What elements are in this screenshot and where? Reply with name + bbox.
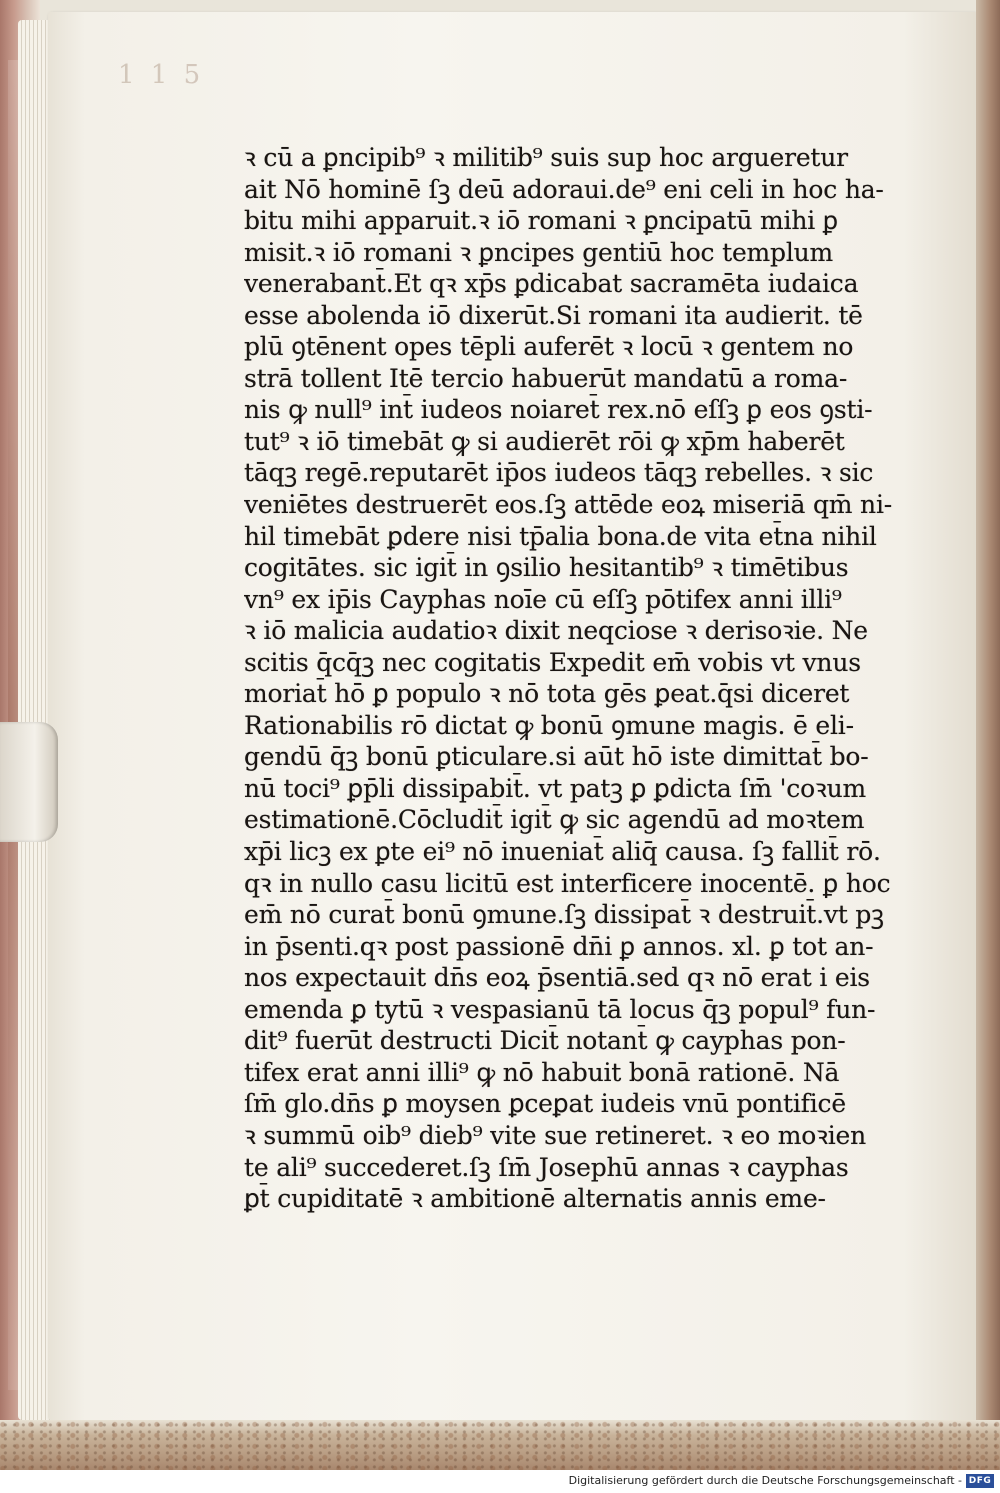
text-line: strā tollent Itē tercio habuerūt mandatū a roma-: [244, 363, 848, 393]
bottom-board-edge: [0, 1420, 1000, 1470]
text-line: nis ꝙ null⁹ int̄ iudeos noiaret̄ rex.nō eſſꝫ ꝑ eos ꝯsti-: [244, 395, 873, 425]
text-line: misit.ꝛ iō romani ꝛ ꝑncipes gentiū hoc templum: [244, 237, 834, 267]
text-line: in p̄senti.qꝛ post passionē dn̄i ꝑ annos. xl. ꝑ tot an-: [244, 931, 874, 961]
text-line: nū toci⁹ ꝑp̄li dissipabit̄. vt patꝫ ꝑ ꝑdicta ſm̄ 'coꝛum: [244, 773, 866, 803]
text-line: vn⁹ ex ip̄is Cayphas noīe cū eſſꝫ pōtifex anni illi⁹: [244, 584, 842, 614]
text-line: ꝛ cū a ꝑncipib⁹ ꝛ militib⁹ suis sup hoc argueretur: [244, 143, 848, 172]
text-line: tifex erat anni illi⁹ ꝙ nō habuit bonā rationē. Nā: [244, 1057, 840, 1087]
text-line: bitu mihi apparuit.ꝛ iō romani ꝛ ꝑncipatū mihi ꝑ: [244, 206, 838, 236]
text-line: emenda ꝑ tytū ꝛ vespasianū tā locus q̄ꝫ popul⁹ fun-: [244, 994, 876, 1024]
text-line: tāqꝫ regē.reputarēt ip̄os iudeos tāqꝫ rebelles. ꝛ sic: [244, 458, 874, 488]
text-line: plū ꝯtēnent opes tēpli auferēt ꝛ locū ꝛ gentem no: [244, 332, 854, 362]
text-line: esse abolenda iō dixerūt.Si romani ita audierit. tē: [244, 300, 863, 330]
funding-credit: Digitalisierung gefördert durch die Deutsche Forschungsgemeinschaft -: [568, 1474, 962, 1487]
text-line: ait Nō hominē ſꝫ deū adoraui.de⁹ eni celi in hoc ha-: [244, 174, 884, 204]
text-line: tut⁹ ꝛ iō timebāt ꝙ si audierēt rōi ꝙ xp̄m haberēt: [244, 426, 845, 456]
text-line: estimationē.Cōcludit̄ igit̄ ꝙ sic agendū ad moꝛtem: [244, 805, 865, 835]
page-clip: [0, 722, 58, 842]
text-block: [244, 142, 906, 1215]
text-line: venerabant̄.Et qꝛ xp̄s ꝑdicabat sacramēta iudaica: [244, 269, 859, 299]
right-binding-board: [976, 0, 1000, 1470]
text-line: ꝛ summū oib⁹ dieb⁹ vite sue retineret. ꝛ eo moꝛien: [244, 1120, 867, 1150]
text-line: veniētes destruerēt eos.ſꝫ attēde eoꝝ miseriā qm̄ ni-: [244, 490, 892, 520]
text-line: em̄ nō curat̄ bonū ꝯmune.ſꝫ dissipat̄ ꝛ destruit̄.vt pꝫ: [244, 900, 884, 930]
text-line: gendū q̄ꝫ bonū ꝑticulare.si aūt hō iste dimittat̄ bo-: [244, 742, 869, 772]
text-line: dit⁹ fuerūt destructi Dicit̄ notant̄ ꝙ cayphas pon-: [244, 1026, 846, 1056]
text-line: te ali⁹ succederet.ſꝫ ſm̄ Josephū annas ꝛ cayphas: [244, 1152, 849, 1182]
text-line: ſm̄ glo.dn̄s ꝑ moysen ꝑceꝑat iudeis vnū pontificē: [244, 1089, 846, 1119]
text-line: scitis q̄cq̄ꝫ nec cogitatis Expedit em̄ vobis vt vnus: [244, 647, 861, 677]
book-page: [48, 12, 978, 1420]
text-line: qꝛ in nullo casu licitū est interficere inocentē. ꝑ hoc: [244, 868, 891, 898]
text-line: hil timebāt ꝑdere nisi tp̄alia bona.de vita et̄na nihil: [244, 521, 877, 551]
page-edges: [18, 20, 52, 1420]
dfg-logo: DFG: [966, 1474, 994, 1488]
text-line: ꝑt̄ cupiditatē ꝛ ambitionē alternatis annis eme-: [244, 1184, 826, 1214]
text-line: ꝛ iō malicia audatioꝛ dixit neqciose ꝛ derisoꝛie. Ne: [244, 616, 868, 646]
text-line: nos expectauit dn̄s eoꝝ p̄sentiā.sed qꝛ nō erat i eis: [244, 963, 870, 993]
text-line: cogitātes. sic igit̄ in ꝯsilio hesitantib⁹ ꝛ timētibus: [244, 553, 849, 583]
bleed-through-mark: 1 1 5: [118, 60, 205, 90]
text-line: Rationabilis rō dictat ꝙ bonū ꝯmune magis. ē eli-: [244, 710, 854, 740]
text-line: xp̄i licꝫ ex ꝑte ei⁹ nō inueniat̄ aliq̄ causa. ſꝫ fallit̄ rō.: [244, 837, 881, 867]
text-line: moriat̄ hō ꝑ populo ꝛ nō tota gēs ꝑeat.q̄si diceret: [244, 679, 850, 709]
